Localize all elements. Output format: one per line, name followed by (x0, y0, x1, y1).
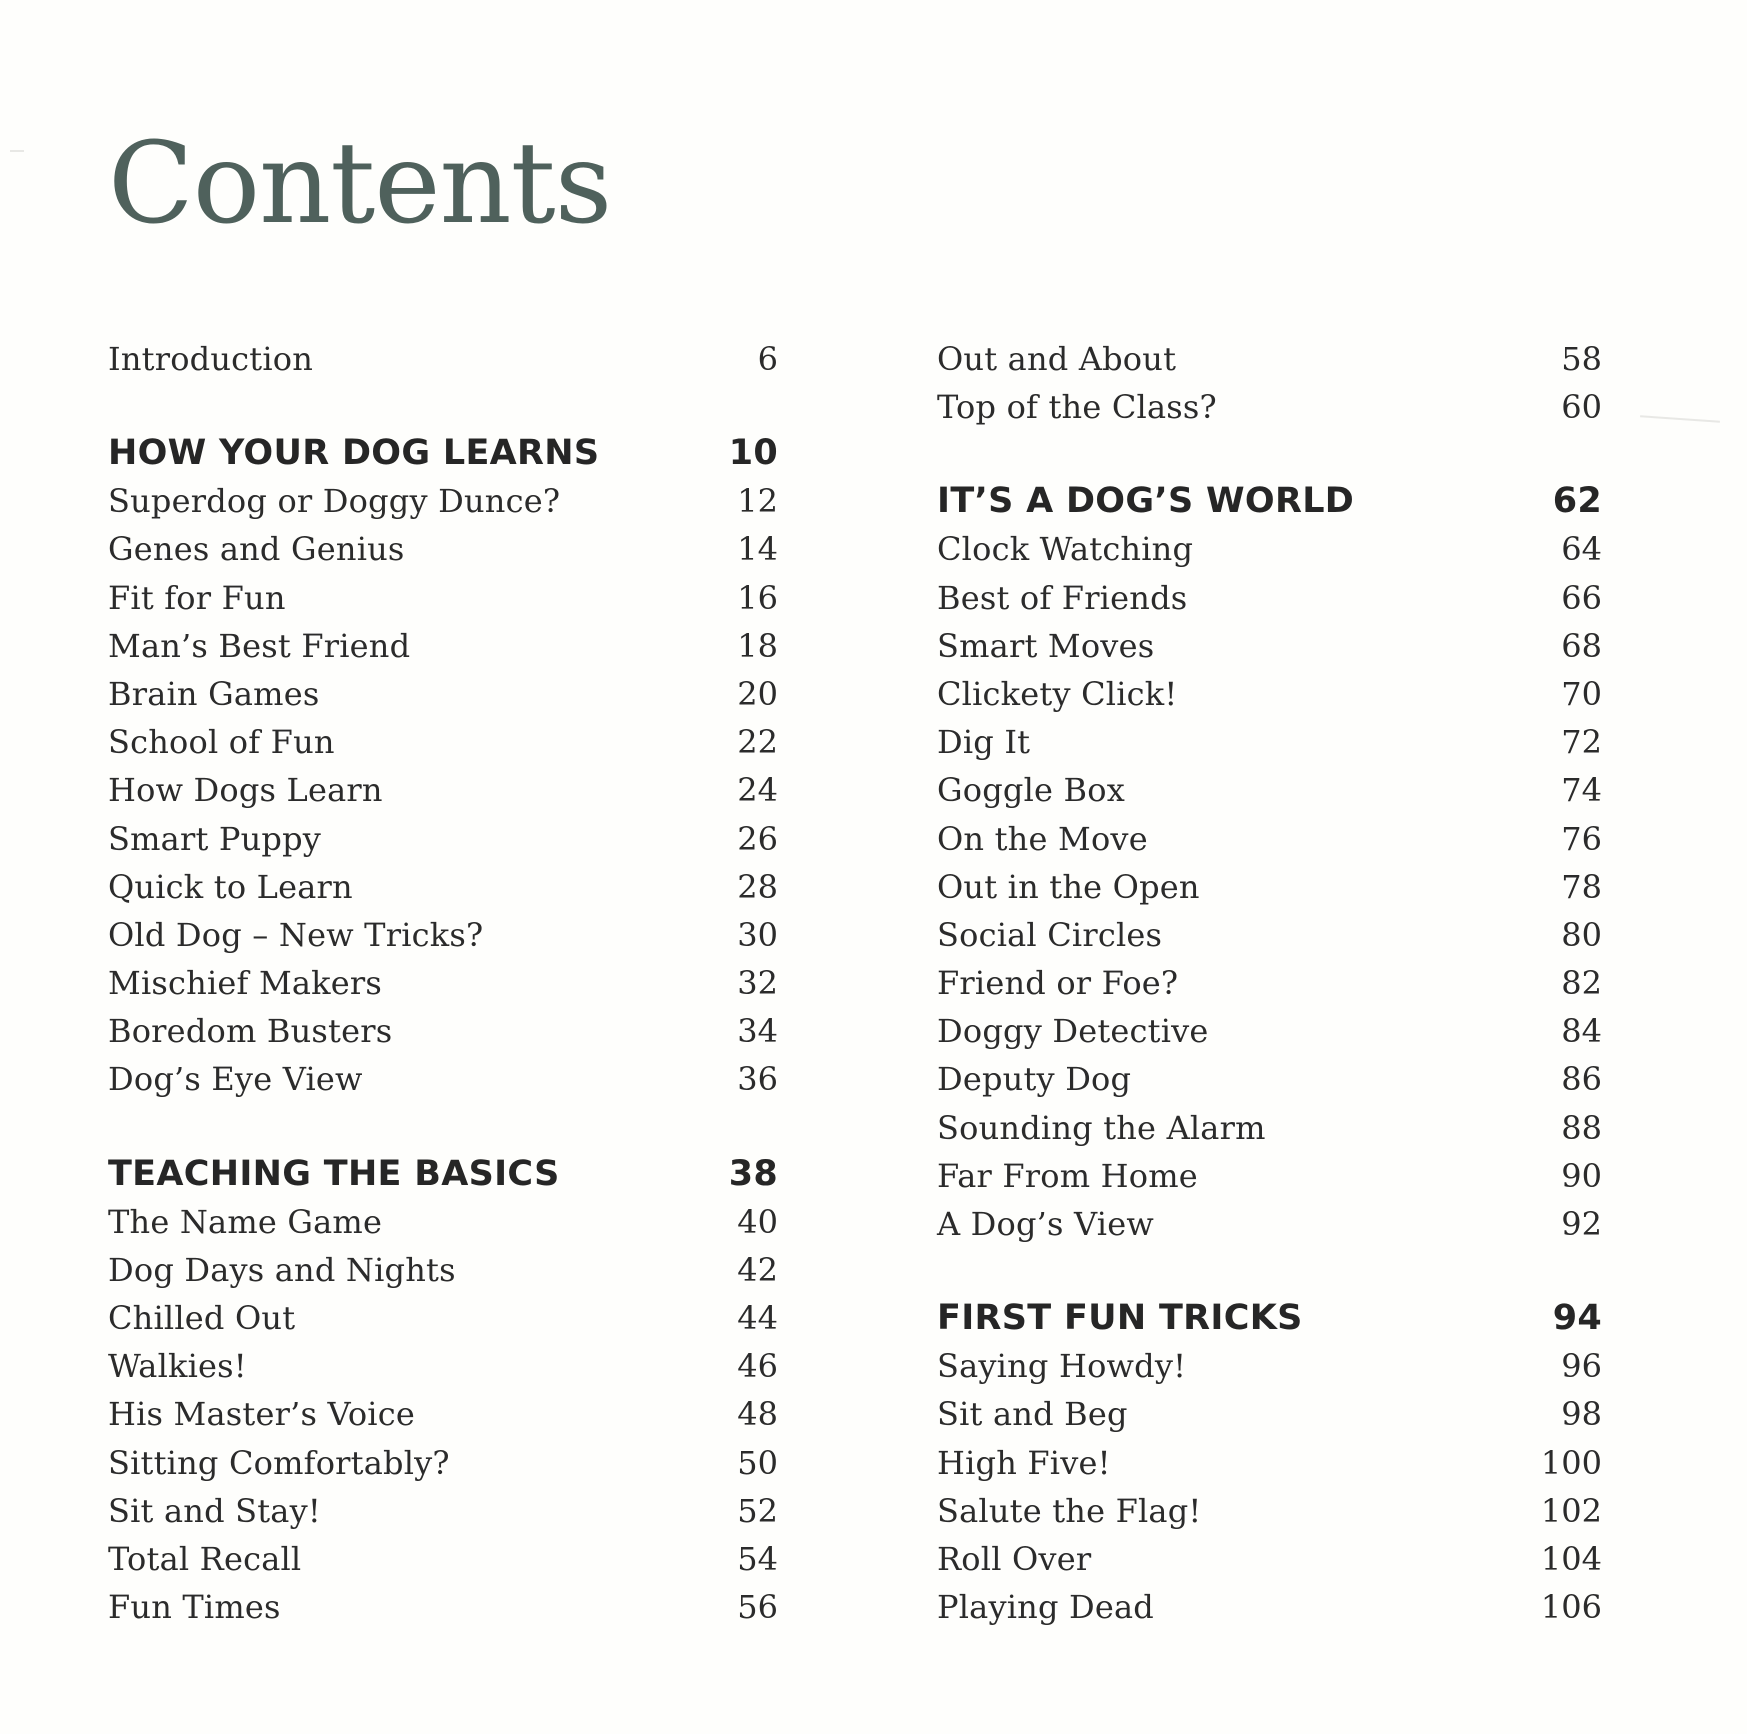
entry-title: Man’s Best Friend (108, 626, 411, 665)
scan-artifact (10, 150, 24, 152)
entry-title: Old Dog – New Tricks? (108, 915, 484, 954)
entry-title: His Master’s Voice (108, 1395, 415, 1434)
entry-title: Dig It (937, 723, 1031, 762)
entry-title: Walkies! (108, 1347, 247, 1386)
toc-entry-walkies (108, 1347, 778, 1395)
toc-entry-saying-howdy (937, 1347, 1602, 1395)
entry-title: Top of the Class? (937, 388, 1217, 427)
entry-title: HOW YOUR DOG LEARNS (108, 433, 600, 474)
toc-entry-sounding-the-alarm (937, 1109, 1602, 1157)
entry-page-number: 38 (728, 1153, 778, 1194)
entry-title: Introduction (108, 340, 314, 378)
entry-title: Dog Days and Nights (108, 1250, 456, 1289)
entry-title: Deputy Dog (937, 1060, 1132, 1099)
toc-entry-sitting-comfortably (108, 1444, 778, 1492)
entry-title: Smart Moves (937, 626, 1155, 665)
toc-section-heading-first-fun-tricks (937, 1298, 1602, 1347)
toc-entry-top-of-the-class (937, 388, 1602, 436)
entry-title: Far From Home (937, 1156, 1198, 1195)
entry-title: School of Fun (108, 723, 335, 762)
toc-entry-a-dogs-view (937, 1205, 1602, 1253)
toc-entry-dog-days-and-nights (108, 1251, 778, 1299)
toc-section (108, 433, 778, 1108)
entry-title: Chilled Out (108, 1299, 296, 1337)
entry-title: Quick to Learn (108, 867, 353, 906)
entry-title: Clock Watching (937, 530, 1194, 569)
entry-page-number: 50 (737, 1443, 778, 1482)
entry-page-number: 28 (737, 867, 778, 906)
entry-title: Boredom Busters (108, 1012, 393, 1051)
entry-page-number: 12 (737, 482, 778, 521)
entry-page-number: 18 (737, 626, 778, 665)
toc-entry-mischief-makers (108, 964, 778, 1012)
entry-title: Salute the Flag! (937, 1491, 1202, 1530)
toc-entry-fun-times (108, 1588, 778, 1636)
toc-entry-boredom-busters (108, 1012, 778, 1060)
toc-section-heading-how-your-dog-learns (108, 433, 778, 482)
toc-entry-his-masters-voice (108, 1395, 778, 1443)
entry-page-number: 14 (737, 530, 778, 569)
toc-entry-quick-to-learn (108, 868, 778, 916)
entry-page-number: 88 (1561, 1108, 1602, 1147)
toc-entry-dogs-eye-view (108, 1060, 778, 1108)
page-title: Contents (108, 119, 612, 249)
entry-title: Friend or Foe? (937, 964, 1179, 1003)
entry-title: On the Move (937, 819, 1148, 858)
entry-title: TEACHING THE BASICS (108, 1153, 560, 1194)
toc-section (108, 340, 778, 388)
entry-page-number: 78 (1561, 867, 1602, 906)
entry-page-number: 20 (737, 674, 778, 713)
entry-page-number: 26 (737, 819, 778, 858)
entry-title: FIRST FUN TRICKS (937, 1298, 1303, 1339)
toc-entry-doggy-detective (937, 1012, 1602, 1060)
entry-page-number: 22 (737, 723, 778, 762)
toc-entry-fit-for-fun (108, 579, 778, 627)
toc-left-column (108, 340, 778, 1681)
entry-page-number: 46 (737, 1347, 778, 1386)
toc-section (937, 481, 1602, 1253)
entry-page-number: 6 (757, 340, 778, 378)
entry-title: Fit for Fun (108, 578, 286, 617)
toc-entry-roll-over (937, 1540, 1602, 1588)
entry-page-number: 102 (1540, 1491, 1602, 1530)
entry-page-number: 40 (737, 1202, 778, 1241)
entry-title: Goggle Box (937, 771, 1125, 810)
entry-title: The Name Game (108, 1202, 383, 1241)
toc-entry-sit-and-beg (937, 1395, 1602, 1443)
entry-page-number: 98 (1561, 1395, 1602, 1434)
entry-page-number: 82 (1561, 964, 1602, 1003)
entry-page-number: 86 (1561, 1060, 1602, 1099)
toc-entry-brain-games (108, 675, 778, 723)
entry-title: IT’S A DOG’S WORLD (937, 481, 1355, 522)
entry-title: Best of Friends (937, 578, 1188, 617)
toc-section (937, 1298, 1602, 1636)
toc-section-heading-its-a-dogs-world (937, 481, 1602, 530)
toc-entry-mans-best-friend (108, 627, 778, 675)
toc-entry-best-of-friends (937, 579, 1602, 627)
entry-title: Doggy Detective (937, 1012, 1209, 1051)
entry-page-number: 32 (737, 964, 778, 1003)
entry-page-number: 92 (1561, 1205, 1602, 1243)
toc-section (937, 340, 1602, 436)
entry-title: Social Circles (937, 915, 1163, 954)
entry-title: Sit and Stay! (108, 1491, 321, 1530)
entry-page-number: 104 (1540, 1539, 1602, 1578)
entry-page-number: 30 (737, 915, 778, 954)
entry-page-number: 84 (1561, 1012, 1602, 1051)
toc-entry-introduction (108, 340, 778, 388)
entry-page-number: 60 (1561, 388, 1602, 427)
toc-section (108, 1154, 778, 1637)
toc-entry-deputy-dog (937, 1060, 1602, 1108)
toc-right-column (937, 340, 1602, 1681)
entry-title: Sounding the Alarm (937, 1108, 1266, 1147)
toc-entry-the-name-game (108, 1203, 778, 1251)
toc-entry-out-in-the-open (937, 868, 1602, 916)
toc-entry-salute-the-flag (937, 1492, 1602, 1540)
entry-title: Genes and Genius (108, 530, 405, 569)
entry-page-number: 56 (737, 1588, 778, 1627)
toc-entry-dig-it (937, 723, 1602, 771)
toc-entry-chilled-out (108, 1299, 778, 1347)
entry-title: Out and About (937, 340, 1177, 378)
entry-page-number: 68 (1561, 626, 1602, 665)
toc-entry-sit-and-stay (108, 1492, 778, 1540)
entry-page-number: 64 (1561, 530, 1602, 569)
toc-entry-genes-and-genius (108, 530, 778, 578)
entry-page-number: 66 (1561, 578, 1602, 617)
entry-page-number: 62 (1552, 481, 1602, 522)
entry-title: Out in the Open (937, 867, 1200, 906)
entry-page-number: 58 (1561, 340, 1602, 378)
entry-title: High Five! (937, 1443, 1111, 1482)
toc-entry-on-the-move (937, 820, 1602, 868)
entry-page-number: 10 (728, 433, 778, 474)
entry-page-number: 54 (737, 1539, 778, 1578)
toc-entry-far-from-home (937, 1157, 1602, 1205)
toc-entry-old-dog-new-tricks (108, 916, 778, 964)
entry-title: Superdog or Doggy Dunce? (108, 482, 561, 521)
entry-page-number: 100 (1540, 1443, 1602, 1482)
toc-entry-school-of-fun (108, 723, 778, 771)
entry-title: Mischief Makers (108, 964, 383, 1003)
toc-entry-superdog-or-doggy-dunce (108, 482, 778, 530)
entry-page-number: 16 (737, 578, 778, 617)
toc-entry-total-recall (108, 1540, 778, 1588)
entry-page-number: 72 (1561, 723, 1602, 762)
entry-title: Clickety Click! (937, 674, 1178, 713)
entry-title: Sit and Beg (937, 1395, 1128, 1434)
scan-artifact (1640, 415, 1720, 423)
toc-entry-friend-or-foe (937, 964, 1602, 1012)
toc-entry-clock-watching (937, 530, 1602, 578)
toc-entry-out-and-about (937, 340, 1602, 388)
entry-title: How Dogs Learn (108, 771, 383, 810)
entry-page-number: 76 (1561, 819, 1602, 858)
entry-page-number: 74 (1561, 771, 1602, 810)
entry-page-number: 44 (737, 1299, 778, 1337)
entry-page-number: 106 (1540, 1588, 1602, 1627)
entry-page-number: 34 (737, 1012, 778, 1051)
entry-page-number: 94 (1552, 1298, 1602, 1339)
entry-title: Smart Puppy (108, 819, 322, 858)
entry-title: A Dog’s View (937, 1205, 1154, 1243)
entry-page-number: 36 (737, 1060, 778, 1099)
toc-entry-clickety-click (937, 675, 1602, 723)
entry-page-number: 52 (737, 1491, 778, 1530)
toc-entry-high-five (937, 1444, 1602, 1492)
entry-title: Total Recall (108, 1539, 302, 1578)
entry-title: Dog’s Eye View (108, 1060, 363, 1099)
toc-entry-playing-dead (937, 1588, 1602, 1636)
toc-entry-smart-puppy (108, 820, 778, 868)
toc-entry-goggle-box (937, 771, 1602, 819)
entry-page-number: 96 (1561, 1347, 1602, 1386)
entry-page-number: 42 (737, 1250, 778, 1289)
toc-section-heading-teaching-the-basics (108, 1154, 778, 1203)
toc-entry-how-dogs-learn (108, 771, 778, 819)
entry-page-number: 48 (737, 1395, 778, 1434)
entry-page-number: 90 (1561, 1156, 1602, 1195)
entry-title: Sitting Comfortably? (108, 1443, 450, 1482)
entry-title: Roll Over (937, 1539, 1092, 1578)
entry-title: Brain Games (108, 674, 320, 713)
entry-title: Saying Howdy! (937, 1347, 1187, 1386)
entry-title: Fun Times (108, 1588, 281, 1627)
toc-entry-smart-moves (937, 627, 1602, 675)
entry-title: Playing Dead (937, 1588, 1154, 1627)
entry-page-number: 80 (1561, 915, 1602, 954)
entry-page-number: 24 (737, 771, 778, 810)
entry-page-number: 70 (1561, 674, 1602, 713)
toc-entry-social-circles (937, 916, 1602, 964)
